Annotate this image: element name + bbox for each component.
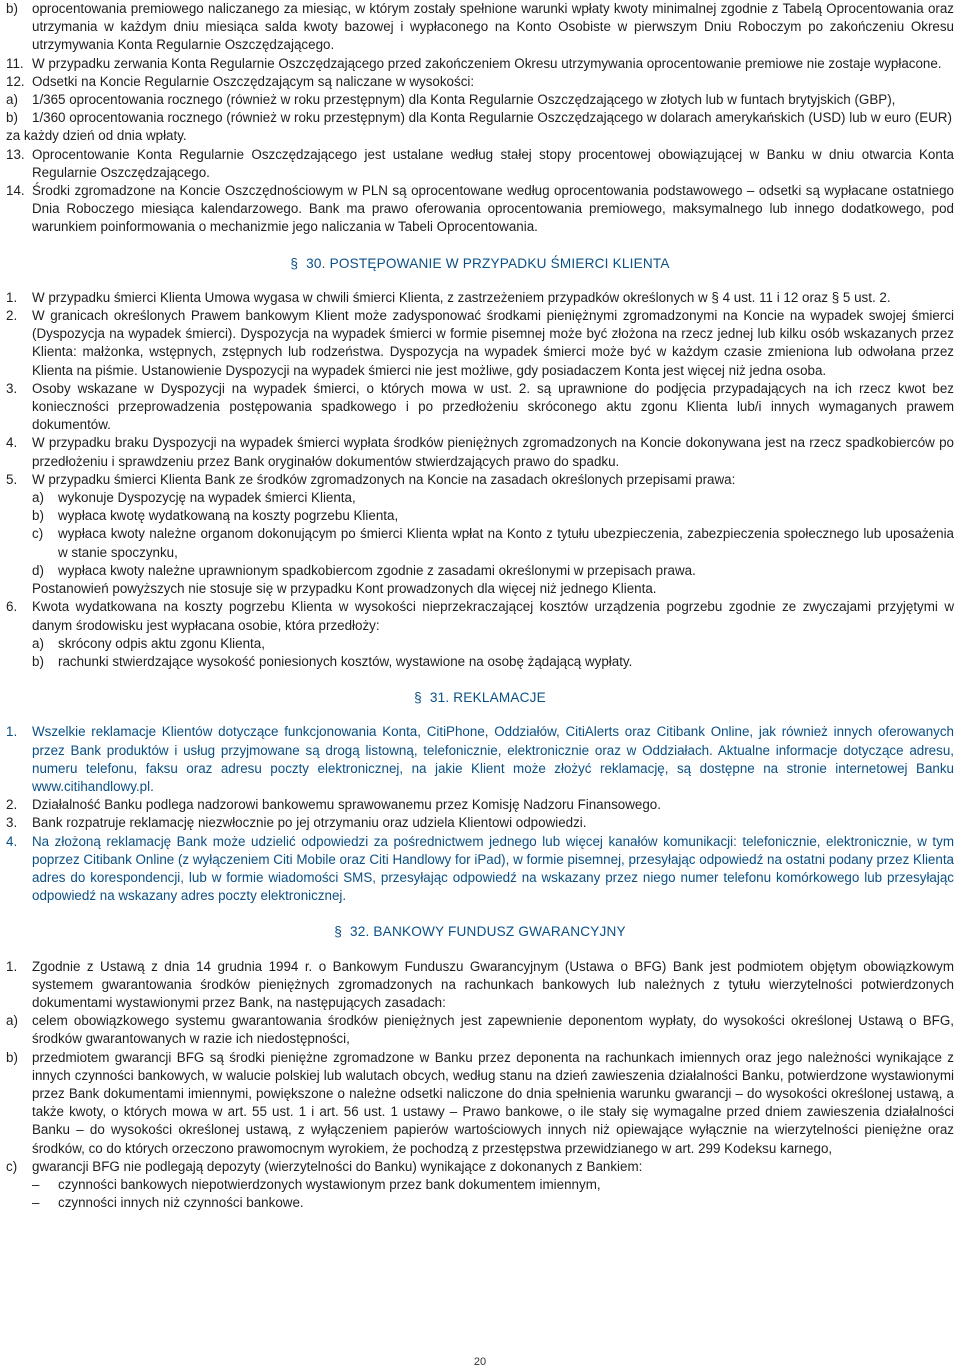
paragraph-4 [6,833,954,906]
list-item [32,489,954,507]
item-label: c) [32,526,44,542]
paragraph-5 [6,471,954,598]
list-item [6,109,954,127]
paragraph-text: W granicach określonych Prawem bankowym Klient może zadysponować środkami pieniężnymi zgromadzonymi na Koncie na wypadek swojej śmierci (Dyspozycja na wypadek śmierci). Dyspozycja na wypadek śmierci w formie pisemnej może być złożona na rzecz jednej lub kilku osób wskazanych przez Klienta: małżonka, wstępnych, zstępnych lub rodzeństwa. Dyspozycja na wypadek śmierci może być w każdym czasie zmieniona lub odwołana przez Klienta na piśmie. Ustanowienie Dyspozycji na wypadek śmierci nie jest możliwe, gdy posiadaczem Konta jest więcej niż jedna osoba. [32,308,954,378]
item-text: wypłaca kwoty należne uprawnionym spadkobiercom zgodnie z zasadami określonymi w przepisach prawa. [58,562,696,578]
paragraph-text: Środki zgromadzone na Koncie Oszczędnościowym w PLN są oprocentowane według oprocentowania podstawowego – odsetki są wypłacane ostatniego Dnia Roboczego miesiąca kalendarzowego. Bank ma prawo oferowania oprocentowania premiowego, maksymalnego lub innego dodatkowego, pod warunkiem poinformowania o mechanizmie jego naliczania w Tabeli Oprocentowania. [32,183,954,235]
section-sign: § [414,690,422,706]
section-title: 31. REKLAMACJE [429,690,546,706]
list-item [32,635,954,653]
item-label: b) [6,110,18,126]
list-item [6,1049,954,1158]
page-number: 20 [473,1356,487,1368]
paragraph-text: Osoby wskazane w Dyspozycji na wypadek śmierci, o których mowa w ust. 2. są uprawnione do podjęcia przypadających na ich rzecz kwot bez konieczności przeprowadzenia postępowania spadkowego i po przedłożeniu skróconego aktu zgonu Klienta lub/i innych wymaganych prawem dokumentów. [32,380,954,433]
paragraph-1 [6,723,954,796]
item-label: b) [32,653,44,669]
paragraph-text: Wszelkie reklamacje Klientów dotyczące funkcjonowania Konta, CitiPhone, Oddziałów, CitiAlerts oraz Citibank Online, jak również innych oferowanych przez Bank produktów i usług przyjmowane są drogą listowną, telefonicznie, elektronicznie oraz w Oddziałach. Aktualne informacje dotyczące adresu, numeru telefonu, faksu oraz adresu poczty elektronicznej, na jakie Klient może złożyć reklamację, są dostępne na stronie internetowej Banku www.citihandlowy.pl. [32,724,954,794]
paragraph-1 [6,289,954,307]
item-text: przedmiotem gwarancji BFG są środki pieniężne zgromadzone w Banku przez deponenta na rachunkach imiennych oraz jego należności wynikające z innych czynności bankowych, w walucie polskiej lub walutach obcych, według stanu na dzień zawieszenia działalności Banku, potwierdzone wystawionymi przez Bank dokumentami imiennymi, powiększone o należne odsetki naliczone do dnia spełnienia warunku gwarancji – do wysokości określonej ustawą, a także kwoty, o których mowa w art. 55 ust. 1 i art. 56 ust. 1 ustawy – Prawo bankowe, o ile stały się wymagalne przed dniem zawieszenia działalności Banku – do wysokości określonej ustawą, z wyłączeniem papierów wartościowych innych niż opiewające wyłącznie na wierzytelności pieniężne oraz środków, co do których orzeczono prawomocnym wyrokiem, że pochodzą z przestępstwa przewidzianego w art. 299 Kodeksu karnego, [32,1049,954,1156]
paragraph-text: W przypadku braku Dyspozycji na wypadek śmierci wypłata środków pieniężnych zgromadzonych na Koncie dokonywana jest na rzecz spadkobierców po przedłożeniu i sprawdzeniu przez Bank oryginałów dokumentów stwierdzających prawo do spadku. [32,435,954,469]
list-item [6,0,954,55]
item-text: wypłaca kwoty należne organom dokonującym po śmierci Klienta wpłat na Konto z tytułu ubezpieczenia, zabezpieczenia społecznego lub uposażenia w stanie spoczynku, [58,526,954,560]
item-label: b) [6,1,18,16]
paragraph-number: 6. [6,599,18,615]
list-item [6,1158,954,1176]
paragraph-text [32,471,954,598]
paragraph-14 [6,182,954,237]
item-text: czynności bankowych niepotwierdzonych wystawionym przez bank dokumentem imiennym, [58,1176,601,1192]
paragraph-number: 4. [6,833,18,849]
section-title: 30. POSTĘPOWANIE W PRZYPADKU ŚMIERCI KLIENTA [306,255,670,271]
paragraph-3 [6,814,954,832]
paragraph-text: Odsetki na Koncie Regularnie Oszczędzającym są naliczane w wysokości: [32,73,475,89]
paragraph-lead: W przypadku śmierci Klienta Bank ze środków zgromadzonych na Koncie na zasadach określonych przepisami prawa: [32,471,736,487]
list-item [32,525,954,561]
paragraph-number: 2. [6,797,18,813]
section-title: 32. BANKOWY FUNDUSZ GWARANCYJNY [349,924,626,940]
item-label: a) [6,92,18,108]
item-text: wypłaca kwotę wydatkowaną na koszty pogrzebu Klienta, [58,508,399,524]
paragraph-number: 1. [6,724,18,740]
dash-label: – [32,1195,40,1211]
paragraph-number: 3. [6,380,18,396]
item-text: skrócony odpis aktu zgonu Klienta, [58,635,265,651]
paragraph-2 [6,796,954,814]
item-text: rachunki stwierdzające wysokość poniesionych kosztów, wystawione na osobę żądającą wypłaty. [58,653,633,669]
document-page [6,0,954,1212]
paragraph-tail: Postanowień powyższych nie stosuje się w przypadku Kont prowadzonych dla więcej niż jednego Klienta. [32,581,657,597]
paragraph-number: 13. [6,146,25,162]
paragraph-number: 1. [6,289,18,305]
paragraph-11 [6,55,954,73]
paragraph-text [32,598,954,671]
item-label: a) [32,490,44,506]
list-item [6,1012,954,1048]
item-label: c) [6,1158,18,1174]
paragraph-number: 3. [6,815,18,831]
item-label: b) [6,1049,18,1065]
paragraph-text: Zgodnie z Ustawą z dnia 14 grudnia 1994 r. o Bankowym Funduszu Gwarancyjnym (Ustawa o BFG) Bank jest podmiotem objętym obowiązkowym systemem gwarantowania środków pieniężnych zgromadzonych na rachunkach bankowych lub należnych z tytułu wierzytelności potwierdzonych dokumentami wystawionymi przez Bank, na następujących zasadach: [32,958,954,1010]
paragraph-number: 4. [6,435,18,451]
item-text: 1/360 oprocentowania rocznego (również w roku przestępnym) dla Konta Regularnie Oszczędzającego w dolarach amerykańskich (USD) lub w euro (EUR) [32,110,952,126]
paragraph-number: 12. [6,73,25,89]
list-item [32,507,954,525]
dash-label: – [32,1176,40,1192]
item-text: oprocentowania premiowego naliczanego za miesiąc, w którym zostały spełnione warunki wpłaty kwoty minimalnej zgodnie z Tabelą Oprocentowania oraz utrzymania w każdym dniu miesiąca salda kwoty bazowej i wypłaconego na Konto Osobiste w pierwszym Dniu Roboczym po zakończeniu Okresu utrzymywania Konta Regularnie Oszczędzającego. [32,1,954,53]
paragraph-12 [6,73,954,91]
paragraph-tail: za każdy dzień od dnia wpłaty. [6,128,187,144]
paragraph-number: 14. [6,183,25,199]
item-text: celem obowiązkowego systemu gwarantowania środków pieniężnych jest zapewnienie deponentom wypłaty, do wysokości określonej Ustawą o BFG, środków gwarantowanych w razie ich niedostępności, [32,1013,954,1047]
paragraph-13 [6,146,954,182]
item-label: a) [32,635,44,651]
paragraph-6 [6,598,954,671]
item-text: 1/365 oprocentowania rocznego (również w roku przestępnym) dla Konta Regularnie Oszczędzającego w złotych lub w funtach brytyjskich (GBP), [32,92,896,108]
paragraph-3 [6,380,954,435]
dash-item [32,1176,954,1194]
paragraph-text: Działalność Banku podlega nadzorowi bankowemu sprawowanemu przez Komisję Nadzoru Finansowego. [32,797,661,813]
item-label: a) [6,1013,18,1029]
list-item [6,91,954,109]
paragraph-4 [6,434,954,470]
paragraph-number: 5. [6,471,18,487]
section-heading-32 [6,923,954,941]
paragraph-2 [6,307,954,380]
paragraph-text: W przypadku zerwania Konta Regularnie Oszczędzającego przed zakończeniem Okresu utrzymywania oprocentowanie premiowe nie zostaje wypłacone. [32,55,942,71]
section-sign: § [334,924,342,940]
item-text: czynności innych niż czynności bankowe. [58,1195,304,1211]
item-label: d) [32,562,44,578]
paragraph-text: W przypadku śmierci Klienta Umowa wygasa w chwili śmierci Klienta, z zastrzeżeniem przypadków określonych w § 4 ust. 11 i 12 oraz § 5 ust. 2. [32,289,891,305]
section-sign: § [290,255,299,271]
list-item [32,653,954,671]
paragraph-text: Oprocentowanie Konta Regularnie Oszczędzającego jest ustalane według stałej stopy procentowej obowiązującej w Banku w dniu otwarcia Konta Regularnie Oszczędzającego. [32,146,954,180]
item-text: wykonuje Dyspozycję na wypadek śmierci Klienta, [58,490,356,506]
paragraph-number: 2. [6,308,18,324]
paragraph-text: Bank rozpatruje reklamację niezwłocznie po jej otrzymaniu oraz udziela Klientowi odpowiedzi. [32,815,587,831]
paragraph-lead: Kwota wydatkowana na koszty pogrzebu Klienta w wysokości nieprzekraczającej kosztów urządzenia pogrzebu zgodnie ze zwyczajami przyjętymi w danym środowisku jest wypłacana osobie, która przedłoży: [32,599,954,633]
list-item [32,562,954,580]
item-label: b) [32,508,44,524]
item-text: gwarancji BFG nie podlegają depozyty (wierzytelności do Banku) wynikające z dokonanych z Bankiem: [32,1158,643,1174]
paragraph-number: 1. [6,958,18,974]
section-heading-31 [6,689,954,707]
dash-item [32,1194,954,1212]
paragraph-1 [6,958,954,1013]
paragraph-text: Na złożoną reklamację Bank może udzielić odpowiedzi za pośrednictwem jednego lub więcej kanałów komunikacji: telefonicznie, elektronicznie, w tym poprzez Citibank Online (z wyłączeniem Citi Mobile oraz Citi Handlowy for iPad), w formie pisemnej, przesyłając odpowiedź na ostatni podany przez Klienta adres do korespondencji, lub w formie wiadomości SMS, przesyłając odpowiedź na wskazany przez niego numer telefonu komórkowego lub przesyłając odpowiedź na wskazany adres poczty elektronicznej. [32,833,954,904]
section-heading-30 [6,255,954,273]
paragraph-number: 11. [6,55,24,71]
